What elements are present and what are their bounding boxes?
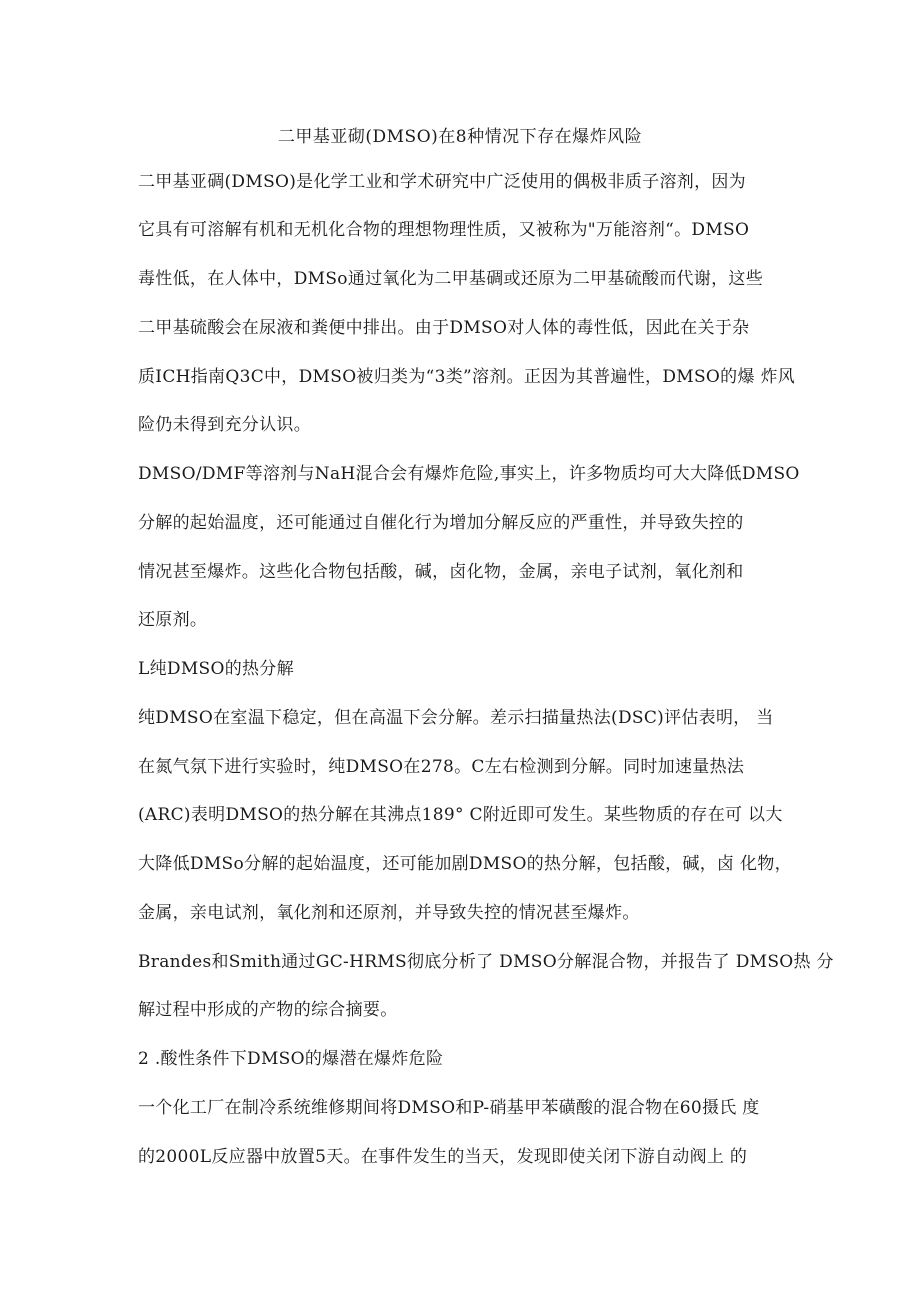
section-heading: L纯DMSO的热分解 xyxy=(138,659,294,679)
text-line: 它具有可溶解有机和无机化合物的理想物理性质，又被称为"万能溶剂“。DMSO xyxy=(138,220,750,240)
text-line: (ARC)表明DMSO的热分解在其沸点189° C附近即可发生。某些物质的存在可 以大 xyxy=(138,805,783,825)
text-line: 的2000L反应器中放置5天。在事件发生的当天，发现即使关闭下游自动阀上 的 xyxy=(138,1147,748,1167)
text-line: 纯DMSO在室温下稳定，但在高温下会分解。差示扫描量热法(DSC)评估表明， 当 xyxy=(138,708,774,728)
text-line: 解过程中形成的产物的综合摘要。 xyxy=(138,1000,398,1020)
text-line: 一个化工厂在制冷系统维修期间将DMSO和P-硝基甲苯磺酸的混合物在60摄氏 度 xyxy=(138,1098,760,1118)
text-line: DMSO/DMF等溶剂与NaH混合会有爆炸危险,事实上，许多物质均可大大降低DMSO xyxy=(138,464,800,484)
text-line: 二甲基硫酸会在尿液和粪便中排出。由于DMSO对人体的毒性低，因此在关于杂 xyxy=(138,318,750,338)
text-line: 在氮气氛下进行实验时，纯DMSO在278。C左右检测到分解。同时加速量热法 xyxy=(138,757,745,777)
text-line: 毒性低，在人体中，DMSo通过氧化为二甲基碉或还原为二甲基硫酸而代谢，这些 xyxy=(138,269,764,289)
text-line: 险仍未得到充分认识。 xyxy=(138,415,311,435)
section-heading: 2 .酸性条件下DMSO的爆潜在爆炸危险 xyxy=(138,1049,444,1069)
text-line: 还原剂。 xyxy=(138,610,208,630)
text-line: 质ICH指南Q3C中，DMSO被归类为“3类”溶剂。正因为其普遍性，DMSO的爆 炸风 xyxy=(138,367,796,387)
text-line: 情况甚至爆炸。这些化合物包括酸，碱，卤化物，金属，亲电子试剂，氧化剂和 xyxy=(138,562,744,582)
document-title: 二甲基亚砌(DMSO)在8种情况下存在爆炸风险 xyxy=(277,127,643,147)
text-line: Brandes和Smith通过GC-HRMS彻底分析了 DMSO分解混合物，并报告了 DMSO热 分 xyxy=(138,952,834,972)
text-line: 金属，亲电试剂，氧化剂和还原剂，并导致失控的情况甚至爆炸。 xyxy=(138,903,640,923)
text-line: 分解的起始温度，还可能通过自催化行为增加分解反应的严重性，并导致失控的 xyxy=(138,513,744,533)
text-line: 大降低DMSo分解的起始温度，还可能加剧DMSO的热分解，包括酸，碱，卤 化物， xyxy=(138,854,792,874)
text-line: 二甲基亚碉(DMSO)是化学工业和学术研究中广泛使用的偶极非质子溶剂，因为 xyxy=(138,172,746,192)
